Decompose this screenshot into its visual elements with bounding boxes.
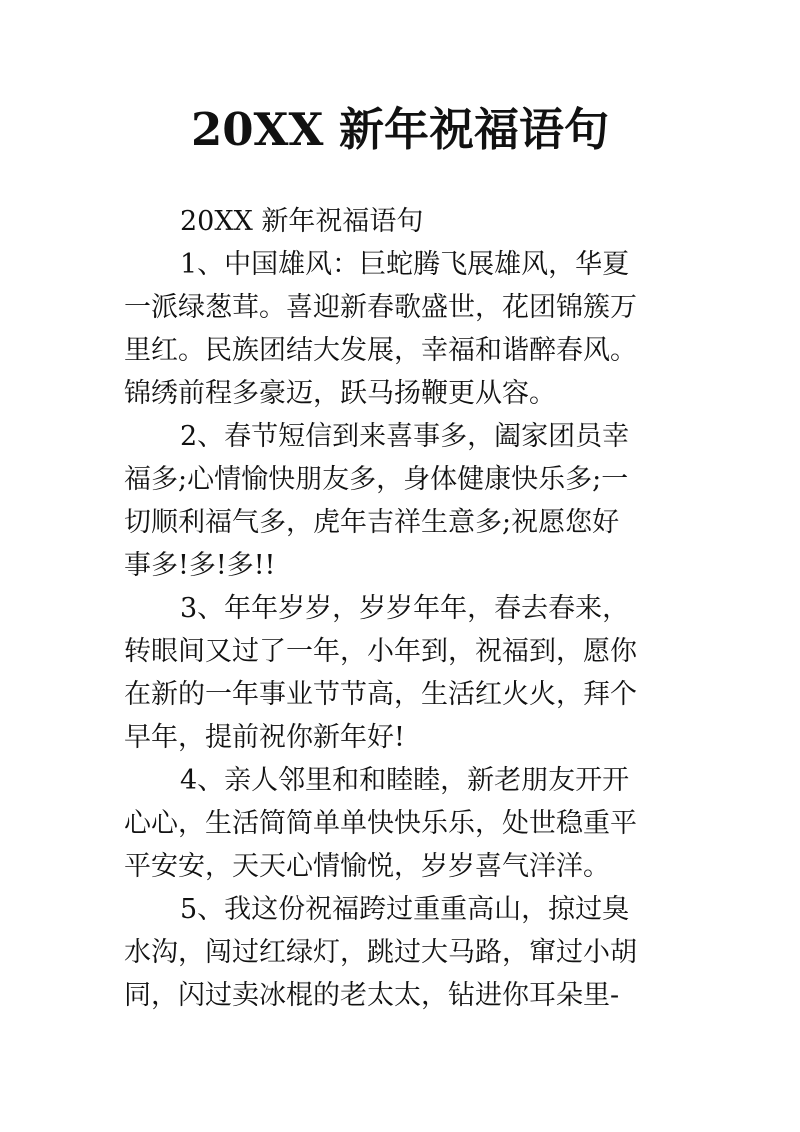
paragraph-first-line: 1、中国雄风：巨蛇腾飞展雄风，华夏 [180, 249, 630, 280]
paragraph-line: 转眼间又过了一年，小年到，祝福到，愿你 [124, 636, 637, 667]
paragraph-line: 心心，生活简简单单快快乐乐，处世稳重平 [124, 808, 637, 839]
paragraph-line: 同，闪过卖冰棍的老太太，钻进你耳朵里- [124, 980, 620, 1011]
paragraph-line: 事多!多!多!! [124, 550, 276, 581]
document-title: 20XX 新年祝福语句 [190, 103, 610, 156]
paragraph-first-line: 2、春节短信到来喜事多，阖家团员幸 [180, 421, 630, 452]
paragraph-line: 在新的一年事业节节高，生活红火火，拜个 [124, 679, 637, 710]
document-body [124, 200, 692, 1017]
paragraph-first-line: 5、我这份祝福跨过重重高山，掠过臭 [180, 894, 630, 925]
paragraph-first-line: 20XX 新年祝福语句 [180, 206, 424, 237]
paragraph-line: 早年，提前祝你新年好! [124, 722, 405, 753]
paragraph-line: 平安安，天天心情愉悦，岁岁喜气洋洋。 [124, 851, 610, 882]
paragraph-line: 锦绣前程多豪迈，跃马扬鞭更从容。 [124, 378, 556, 409]
paragraph-line: 福多;心情愉快朋友多，身体健康快乐多;一 [124, 464, 629, 495]
paragraph-line: 切顺利福气多，虎年吉祥生意多;祝愿您好 [124, 507, 620, 538]
paragraph-first-line: 4、亲人邻里和和睦睦，新老朋友开开 [180, 765, 630, 796]
paragraph-line: 一派绿葱茸。喜迎新春歌盛世，花团锦簇万 [124, 292, 637, 323]
paragraph-line: 水沟，闯过红绿灯，跳过大马路，窜过小胡 [124, 937, 637, 968]
paragraph-line: 里红。民族团结大发展，幸福和谐醉春风。 [124, 335, 637, 366]
paragraph-first-line: 3、年年岁岁，岁岁年年，春去春来， [180, 593, 630, 624]
